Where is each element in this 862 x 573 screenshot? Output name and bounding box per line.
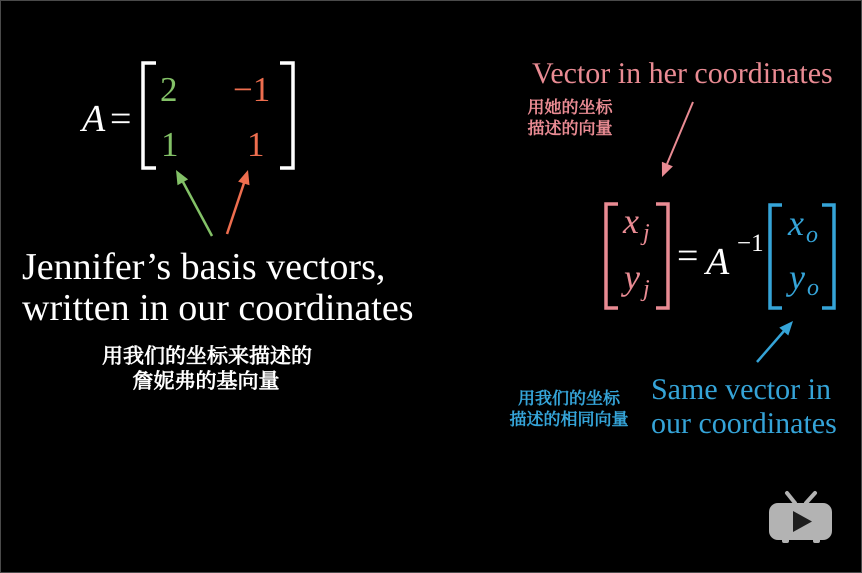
caption-en-line-2: written in our coordinates	[22, 287, 414, 329]
her-vector-x: x	[623, 201, 639, 241]
our-vector-x: x	[788, 203, 804, 243]
equation-equals-sign: =	[677, 235, 699, 277]
matrix-a-symbol: A	[82, 98, 106, 140]
label-same-vector-line-1: Same vector in	[651, 373, 831, 406]
her-vector-y: y	[624, 257, 640, 297]
caption-en-line-1: Jennifer’s basis vectors,	[22, 246, 386, 288]
label-vector-in-her-coordinates: Vector in her coordinates	[532, 57, 833, 90]
matrix-a-equals-sign: =	[110, 98, 132, 140]
matrix-a-entry-r2c2: 1	[247, 125, 265, 164]
subtitle-zh-line-2: 詹妮弗的基向量	[132, 369, 280, 393]
inverse-exponent: −1	[737, 230, 764, 257]
subtitle-zh-our-line-1: 用我们的坐标	[518, 389, 620, 409]
subtitle-zh-line-1: 用我们的坐标来描述的	[102, 344, 312, 368]
our-vector-y: y	[789, 257, 805, 297]
matrix-a-entry-r1c2: −1	[233, 70, 271, 109]
our-vector-y-subscript: o	[807, 275, 819, 301]
her-vector-y-subscript: j	[643, 276, 650, 302]
label-same-vector-line-2: our coordinates	[651, 407, 837, 440]
our-vector-x-subscript: o	[806, 222, 818, 248]
subtitle-zh-our-line-2: 描述的相同向量	[509, 410, 629, 430]
inverse-matrix-symbol: A	[706, 241, 730, 283]
subtitle-zh-her-line-1: 用她的坐标	[527, 98, 613, 118]
her-vector-x-subscript: j	[643, 220, 650, 246]
matrix-a-entry-r2c1: 1	[161, 125, 179, 164]
subtitle-zh-her-line-2: 描述的向量	[527, 119, 613, 139]
matrix-a-entry-r1c1: 2	[160, 70, 178, 109]
